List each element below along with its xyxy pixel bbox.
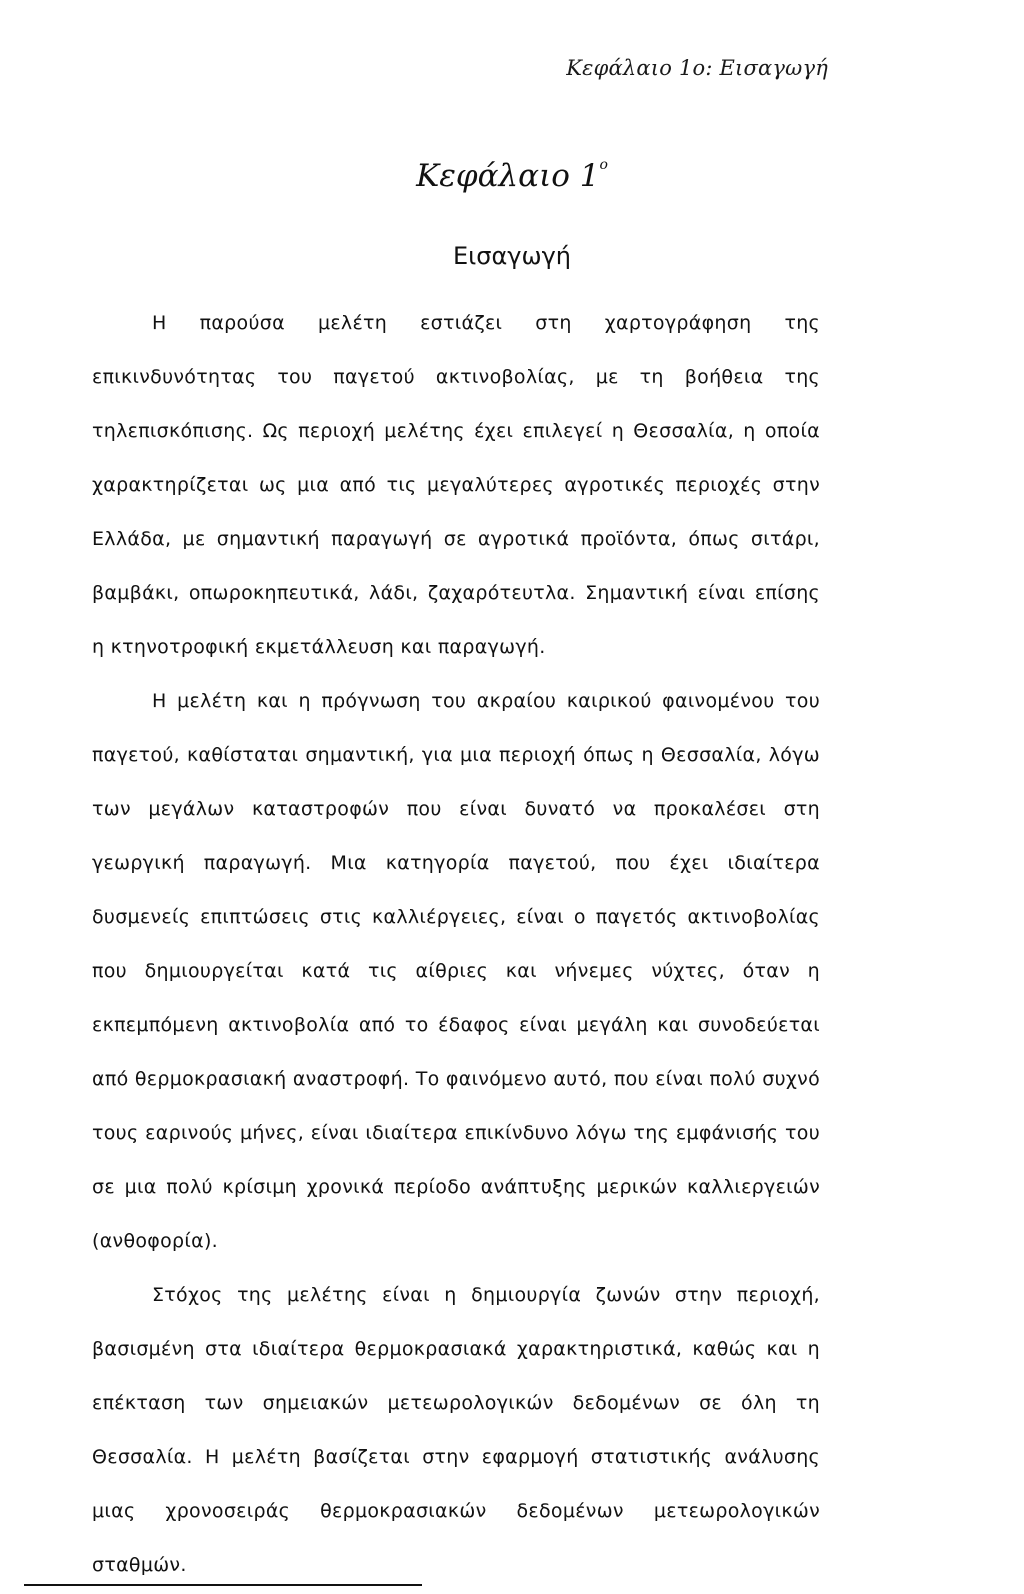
chapter-title-text: Κεφάλαιο 1 — [416, 158, 600, 194]
body-text — [92, 296, 820, 1592]
footnote-divider — [24, 1584, 422, 1586]
running-header: Κεφάλαιο 1ο: Εισαγωγή — [566, 56, 828, 80]
paragraph: Η παρούσα μελέτη εστιάζει στη χαρτογράφηση της επικινδυνότητας του παγετού ακτινοβολίας, με τη βοήθεια της τηλεπισκόπισης. Ως περιοχή μελέτης έχει επιλεγεί η Θεσσαλία, η οποία χαρακτηρίζεται ως μια από τις μεγαλύτερες αγροτικές περιοχές στην Ελλάδα, με σημαντική παραγωγή σε αγροτικά προϊόντα, όπως σιτάρι, βαμβάκι, οπωροκηπευτικά, λάδι, ζαχαρότευτλα. Σημαντική είναι επίσης η κτηνοτροφική εκμετάλλευση και παραγωγή. — [92, 312, 820, 658]
chapter-title — [0, 158, 1024, 194]
section-title: Εισαγωγή — [452, 242, 572, 270]
paragraph: Στόχος της μελέτης είναι η δημιουργία ζωνών στην περιοχή, βασισμένη στα ιδιαίτερα θερμοκρασιακά χαρακτηριστικά, καθώς και η επέκταση των σημειακών μετεωρολογικών δεδομένων σε όλη τη Θεσσαλία. Η μελέτη βασίζεται στην εφαρμογή στατιστικής ανάλυσης μιας χρονοσειράς θερμοκρασιακών δεδομένων μετεωρολογικών σταθμών. — [92, 1284, 820, 1576]
chapter-title-superscript: ο — [599, 156, 608, 173]
paragraph: Η μελέτη και η πρόγνωση του ακραίου καιρικού φαινομένου του παγετού, καθίσταται σημαντική, για μια περιοχή όπως η Θεσσαλία, λόγω των μεγάλων καταστροφών που είναι δυνατό να προκαλέσει στη γεωργική παραγωγή. Μια κατηγορία παγετού, που έχει ιδιαίτερα δυσμενείς επιπτώσεις στις καλλιέργειες, είναι ο παγετός ακτινοβολίας που δημιουργείται κατά τις αίθριες και νήνεμες νύχτες, όταν η εκπεμπόμενη ακτινοβολία από το έδαφος είναι μεγάλη και συνοδεύεται από θερμοκρασιακή αναστροφή. Το φαινόμενο αυτό, που είναι πολύ συχνό τους εαρινούς μήνες, είναι ιδιαίτερα επικίνδυνο λόγω της εμφάνισής του σε μια πολύ κρίσιμη χρονικά περίοδο ανάπτυξης μερικών καλλιεργειών (ανθοφορία). — [92, 690, 820, 1252]
